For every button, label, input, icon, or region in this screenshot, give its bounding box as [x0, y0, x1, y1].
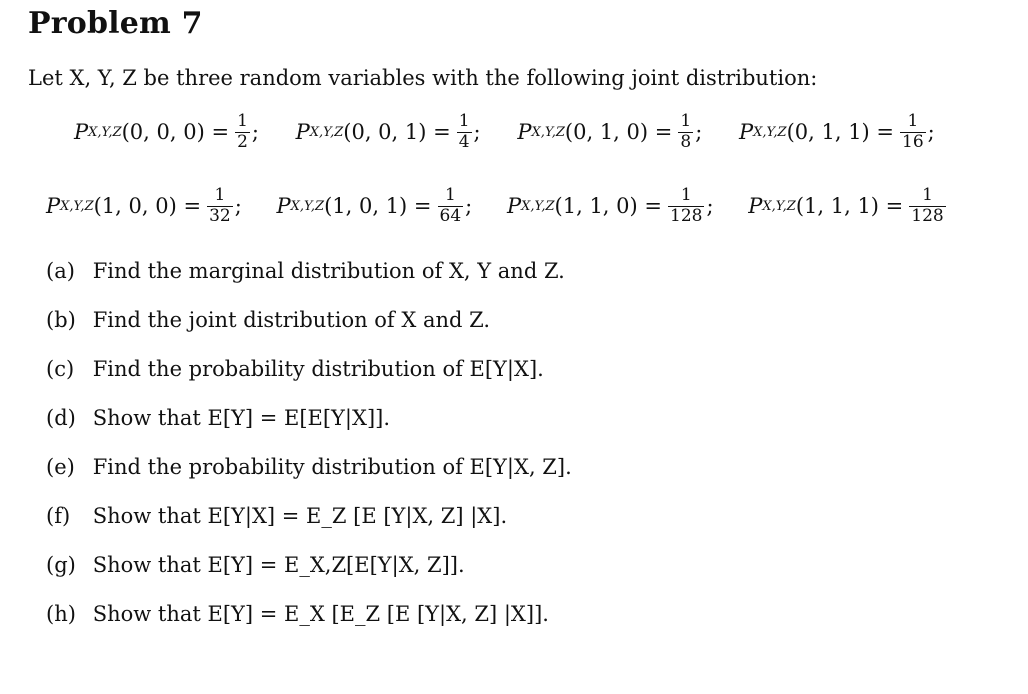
pmf-term: P X,Y,Z (1, 0, 0) = $\frac{1}{32}$ ; — [46, 185, 242, 226]
question-item: (f) Show that E[Y|X] = E_Z [E [Y|X, Z] |X]. — [46, 504, 508, 528]
pmf-term: P X,Y,Z (0, 0, 0) = $\frac{1}{2}$ ; — [74, 111, 259, 152]
question-item: (c) Find the probability distribution of E[Y|X]. — [46, 357, 544, 381]
question-item: (e) Find the probability distribution of E[Y|X, Z]. — [46, 455, 572, 479]
question-item: (g) Show that E[Y] = E_X,Z[E[Y|X, Z]]. — [46, 553, 465, 577]
pmf-term: P X,Y,Z (0, 0, 1) = $\frac{1}{4}$ ; — [295, 111, 481, 152]
pmf-term: P X,Y,Z (1, 1, 1) = $\frac{1}{128}$ — [748, 185, 944, 226]
pmf-term: P X,Y,Z (1, 0, 1) = $\frac{1}{64}$ ; — [276, 185, 473, 226]
intro-text: Let X, Y, Z be three random variables with the following joint distribution: — [28, 66, 818, 90]
question-item: (b) Find the joint distribution of X and Z. — [46, 308, 491, 332]
question-item: (d) Show that E[Y] = E[E[Y|X]]. — [46, 406, 391, 430]
pmf-term: P X,Y,Z (0, 1, 0) = $\frac{1}{8}$ ; — [517, 111, 703, 152]
distribution-row-1 — [74, 112, 935, 152]
question-list — [46, 256, 572, 648]
pmf-term: P X,Y,Z (0, 1, 1) = $\frac{1}{16}$ ; — [738, 111, 935, 152]
distribution-row-2 — [46, 186, 948, 226]
pmf-term: P X,Y,Z (1, 1, 0) = $\frac{1}{128}$ ; — [506, 185, 714, 226]
problem-title: Problem 7 — [28, 6, 203, 41]
question-item: (h) Show that E[Y] = E_X [E_Z [E [Y|X, Z] |X]]. — [46, 602, 549, 626]
question-item: (a) Find the marginal distribution of X, Y and Z. — [46, 259, 565, 283]
